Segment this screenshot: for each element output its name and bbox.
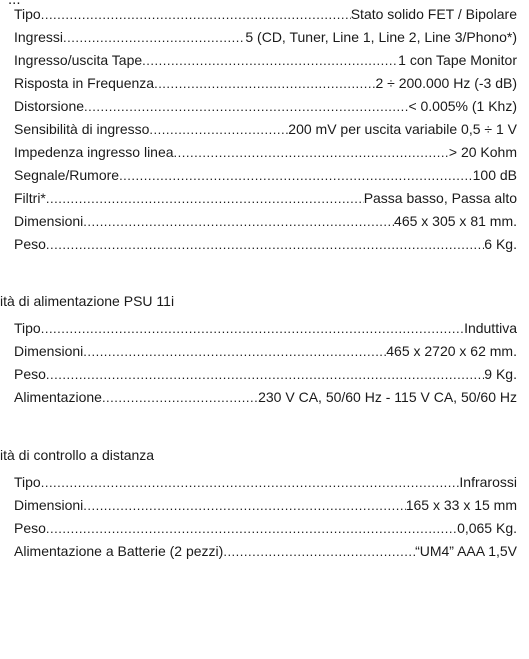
spec-label: Dimensioni xyxy=(14,497,84,513)
spec-label: Ingresso/uscita Tape xyxy=(14,52,143,68)
dot-leader xyxy=(46,363,484,386)
spec-row-psu-tipo xyxy=(14,317,517,340)
spec-label: Dimensioni xyxy=(14,343,84,359)
dot-leader xyxy=(154,72,375,95)
spec-value: 465 x 305 x 81 mm. xyxy=(394,213,517,229)
dot-leader xyxy=(83,210,394,233)
spec-label: Peso xyxy=(14,236,46,252)
spec-value: 2 ÷ 200.000 Hz (-3 dB) xyxy=(375,75,517,91)
spec-row-impedance xyxy=(14,141,517,164)
spec-row-remote-batteries xyxy=(14,540,517,563)
spec-value: 0,065 Kg. xyxy=(457,520,517,536)
spec-label: Tipo xyxy=(14,320,41,336)
spec-value: 6 Kg. xyxy=(484,236,517,252)
dot-leader xyxy=(41,471,460,494)
spec-row-snr xyxy=(14,164,517,187)
spec-label: Segnale/Rumore xyxy=(14,167,120,183)
dot-leader xyxy=(149,118,288,141)
spec-row-tape xyxy=(14,49,517,72)
dot-leader xyxy=(102,386,258,409)
spec-value: 1 con Tape Monitor xyxy=(398,52,517,68)
dot-leader xyxy=(119,164,473,187)
section-heading-psu: ità di alimentazione PSU 11i xyxy=(0,293,175,309)
dot-leader xyxy=(83,494,405,517)
spec-label: Risposta in Frequenza xyxy=(14,75,155,91)
spec-row-remote-weight xyxy=(14,517,517,540)
spec-row-psu-power xyxy=(14,386,517,409)
dot-leader xyxy=(142,49,398,72)
spec-value: Passa basso, Passa alto xyxy=(363,190,517,206)
spec-value: 465 x 2720 x 62 mm. xyxy=(386,343,517,359)
spec-label: Dimensioni xyxy=(14,213,84,229)
spec-label: Alimentazione xyxy=(14,389,102,405)
section-heading-remote: ità di controllo a distanza xyxy=(0,447,155,463)
dot-leader xyxy=(223,540,415,563)
spec-value: Induttiva xyxy=(464,320,517,336)
spec-label: Sensibilità di ingresso xyxy=(14,121,150,137)
spec-value: 9 Kg. xyxy=(484,366,517,382)
spec-value: 200 mV per uscita variabile 0,5 ÷ 1 V xyxy=(288,121,517,137)
spec-label: Tipo xyxy=(14,6,41,22)
spec-row-frequency xyxy=(14,72,517,95)
spec-value: > 20 Kohm xyxy=(448,144,517,160)
spec-label: Peso xyxy=(14,520,46,536)
spec-row-weight xyxy=(14,233,517,256)
dot-leader xyxy=(83,340,386,363)
spec-value: 100 dB xyxy=(472,167,517,183)
spec-row-filters xyxy=(14,187,517,210)
spec-row-remote-tipo xyxy=(14,471,517,494)
spec-label: Filtri* xyxy=(14,190,46,206)
spec-row-ingressi xyxy=(14,26,517,49)
spec-label: Distorsione xyxy=(14,98,85,114)
spec-row-psu-dimensions xyxy=(14,340,517,363)
dot-leader xyxy=(63,26,245,49)
spec-label: Tipo xyxy=(14,474,41,490)
spec-value: < 0.005% (1 Khz) xyxy=(408,98,517,114)
spec-label: Ingressi xyxy=(14,29,64,45)
dot-leader xyxy=(46,233,484,256)
spec-label: Peso xyxy=(14,366,46,382)
dot-leader xyxy=(46,517,457,540)
spec-value: 5 (CD, Tuner, Line 1, Line 2, Line 3/Phono*) xyxy=(245,29,517,45)
spec-value: Infrarossi xyxy=(459,474,517,490)
dot-leader xyxy=(46,187,364,210)
spec-row-remote-dimensions xyxy=(14,494,517,517)
spec-value: Stato solido FET / Bipolare xyxy=(350,6,517,22)
spec-row-sensitivity xyxy=(14,118,517,141)
dot-leader xyxy=(174,141,449,164)
spec-value: 165 x 33 x 15 mm xyxy=(405,497,517,513)
spec-row-tipo xyxy=(14,3,517,26)
spec-label: Impedenza ingresso linea xyxy=(14,144,174,160)
spec-label: Alimentazione a Batterie (2 pezzi) xyxy=(14,543,224,559)
dot-leader xyxy=(41,317,464,340)
spec-value: 230 V CA, 50/60 Hz - 115 V CA, 50/60 Hz xyxy=(258,389,517,405)
dot-leader xyxy=(84,95,408,118)
spec-row-distortion xyxy=(14,95,517,118)
spec-value: “UM4” AAA 1,5V xyxy=(415,543,517,559)
spec-row-dimensions xyxy=(14,210,517,233)
spec-row-psu-weight xyxy=(14,363,517,386)
dot-leader xyxy=(41,3,351,26)
